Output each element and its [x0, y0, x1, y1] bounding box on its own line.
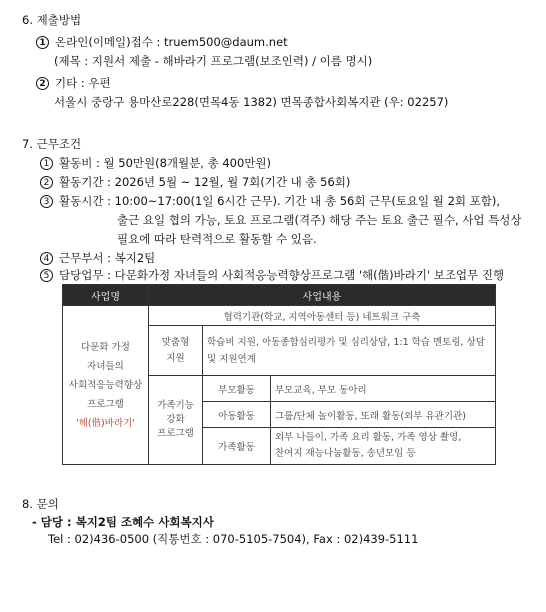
item-number: 2	[40, 176, 53, 189]
contact-person: - 담당 : 복지2팀 조혜수 사회복지사	[32, 515, 214, 529]
child-activity-label: 아동활동	[203, 402, 271, 428]
item-number: 4	[40, 252, 53, 265]
section-6-title: 6. 제출방법	[22, 13, 82, 27]
network-row: 협력기관(학교, 지역아동센터 등) 네트워크 구축	[149, 306, 496, 326]
business-table	[62, 284, 496, 465]
business-name-line: 다문화 가정	[81, 341, 130, 353]
submit-online-label: 온라인(이메일)접수 : truem500@daum.net	[55, 35, 288, 49]
support-label	[149, 326, 203, 376]
family-label-line: 프로그램	[157, 428, 194, 439]
condition-text: 근무부서 : 복지2팀	[59, 251, 156, 265]
condition-hours-cont-1: 출근 요일 협의 가능, 토요 프로그램(격주) 해당 주는 토요 출근 필수, 사업 특성상	[117, 213, 522, 227]
item-number: 1	[40, 157, 53, 170]
submit-postal-address: 서울시 중랑구 용마산로228(면목4동 1382) 면목종합사회복지관 (우: 02257)	[54, 95, 449, 109]
condition-duties	[40, 267, 504, 283]
condition-pay	[40, 155, 271, 171]
item-number: 3	[40, 195, 53, 208]
section-7-title: 7. 근무조건	[22, 137, 82, 151]
business-name-line: 프로그램	[87, 398, 124, 410]
family-label-line: 가족기능	[157, 400, 194, 411]
condition-text: 담당업무 : 다문화가정 자녀들의 사회적응능력향상프로그램 '해(偕)바라기' 보조업무 진행	[59, 268, 505, 282]
family-activity-desc	[271, 428, 496, 465]
condition-hours-cont-2: 필요에 따라 탄력적으로 활동할 수 있음.	[117, 232, 317, 246]
submit-online-note: (제목 : 지원서 제출 - 해바라기 프로그램(보조인력) / 이름 명시)	[54, 54, 373, 68]
item-number-2: 2	[36, 77, 49, 90]
business-name-cell	[63, 306, 149, 465]
business-name-line: 사회적응능력향상	[68, 379, 143, 391]
family-program-label	[149, 376, 203, 465]
family-label-line: 강화	[166, 414, 185, 425]
header-business-name: 사업명	[63, 285, 149, 306]
condition-text: 활동기간 : 2026년 5월 ~ 12월, 월 7회(기간 내 총 56회)	[59, 175, 351, 189]
condition-department	[40, 250, 155, 266]
condition-hours	[40, 193, 500, 209]
support-label-line: 맞춤형	[161, 336, 190, 348]
condition-period	[40, 174, 350, 190]
section-8-title: 8. 문의	[22, 497, 59, 511]
support-description: 학습비 지원, 아동종합심리평가 및 심리상담, 1:1 학습 멘토링, 상담 및 지원연계	[203, 326, 496, 376]
family-activity-desc-line: 찬여지 재능나눔활동, 송년모임 등	[275, 448, 416, 459]
support-label-line: 지원	[166, 352, 185, 364]
submit-other-item	[36, 75, 111, 91]
header-business-content: 사업내용	[149, 285, 496, 306]
item-number-1: 1	[36, 36, 49, 49]
contact-phone: Tel : 02)436-0500 (직통번호 : 070-5105-7504), Fax : 02)439-5111	[48, 532, 419, 546]
child-activity-desc: 그룹/단체 놀이활동, 또래 활동(외부 유관기관)	[271, 402, 496, 428]
business-name-line: 자녀들의	[87, 360, 124, 372]
parent-activity-desc: 부모교육, 부모 동아리	[271, 376, 496, 402]
condition-text: 활동시간 : 10:00~17:00(1일 6시간 근무). 기간 내 총 56회 근무(토요일 월 2회 포함),	[59, 194, 501, 208]
family-activity-label: 가족활동	[203, 428, 271, 465]
submit-other-label: 기타 : 우편	[55, 76, 111, 90]
condition-text: 활동비 : 월 50만원(8개월분, 총 400만원)	[59, 156, 271, 170]
business-name-line: '해(偕)바라기'	[76, 417, 135, 429]
submit-online-item	[36, 34, 288, 50]
item-number: 5	[40, 269, 53, 282]
parent-activity-label: 부모활동	[203, 376, 271, 402]
family-activity-desc-line: 외부 나들이, 가족 요리 활동, 가족 영상 촬영,	[275, 432, 462, 443]
